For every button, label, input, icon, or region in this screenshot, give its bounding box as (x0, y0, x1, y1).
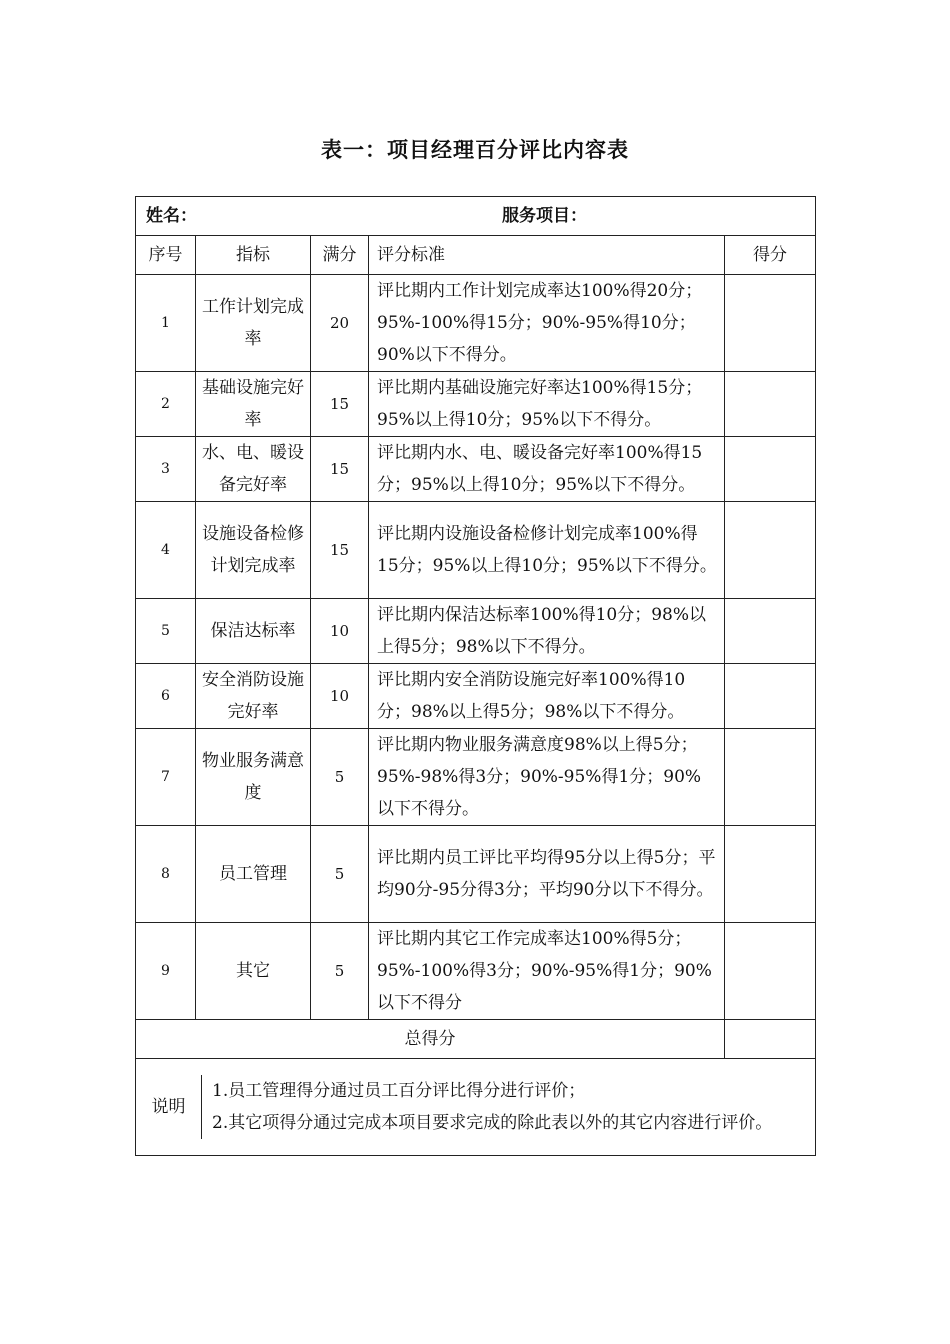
row-full-score: 5 (311, 826, 369, 923)
table-row (136, 599, 816, 664)
row-indicator: 基础设施完好率 (196, 372, 311, 437)
row-indicator: 保洁达标率 (196, 599, 311, 664)
row-score-cell[interactable] (725, 923, 816, 1020)
row-criteria: 评比期内设施设备检修计划完成率100%得15分；95%以上得10分；95%以下不得分。 (369, 502, 725, 599)
name-label: 姓名： (146, 206, 197, 226)
row-score-cell[interactable] (725, 826, 816, 923)
row-index: 6 (136, 664, 196, 729)
row-full-score: 15 (311, 372, 369, 437)
evaluation-table (135, 196, 816, 1156)
row-full-score: 20 (311, 275, 369, 372)
total-score-cell[interactable] (725, 1020, 816, 1059)
row-indicator: 其它 (196, 923, 311, 1020)
row-score-cell[interactable] (725, 372, 816, 437)
row-full-score: 15 (311, 502, 369, 599)
header-criteria: 评分标准 (369, 236, 725, 275)
row-index: 8 (136, 826, 196, 923)
page-title: 表一：项目经理百分评比内容表 (321, 138, 629, 162)
row-full-score: 15 (311, 437, 369, 502)
row-index: 4 (136, 502, 196, 599)
row-criteria: 评比期内安全消防设施完好率100%得10分；98%以上得5分；98%以下不得分。 (369, 664, 725, 729)
row-score-cell[interactable] (725, 275, 816, 372)
row-criteria: 评比期内物业服务满意度98%以上得5分；95%-98%得3分；90%-95%得1分；90%以下不得分。 (369, 729, 725, 826)
table-row (136, 437, 816, 502)
row-index: 3 (136, 437, 196, 502)
row-score-cell[interactable] (725, 664, 816, 729)
note-item: 1.员工管理得分通过员工百分评比得分进行评价； (212, 1081, 586, 1101)
header-index: 序号 (136, 236, 196, 275)
row-indicator: 员工管理 (196, 826, 311, 923)
header-score: 得分 (725, 236, 816, 275)
row-criteria: 评比期内水、电、暖设备完好率100%得15分；95%以上得10分；95%以下不得分。 (369, 437, 725, 502)
total-label: 总得分 (136, 1020, 725, 1059)
row-indicator: 安全消防设施完好率 (196, 664, 311, 729)
service-label: 服务项目： (502, 206, 587, 226)
row-index: 9 (136, 923, 196, 1020)
row-full-score: 5 (311, 729, 369, 826)
table-row (136, 275, 816, 372)
header-full-score: 满分 (311, 236, 369, 275)
table-row (136, 826, 816, 923)
info-row (136, 197, 816, 236)
row-criteria: 评比期内基础设施完好率达100%得15分；95%以上得10分；95%以下不得分。 (369, 372, 725, 437)
row-index: 2 (136, 372, 196, 437)
row-index: 1 (136, 275, 196, 372)
row-criteria: 评比期内工作计划完成率达100%得20分；95%-100%得15分；90%-95%得10分；90%以下不得分。 (369, 275, 725, 372)
row-score-cell[interactable] (725, 437, 816, 502)
table-row (136, 664, 816, 729)
header-row (136, 236, 816, 275)
row-criteria: 评比期内其它工作完成率达100%得5分；95%-100%得3分；90%-95%得1分；90%以下不得分 (369, 923, 725, 1020)
row-indicator: 物业服务满意度 (196, 729, 311, 826)
row-score-cell[interactable] (725, 599, 816, 664)
row-criteria: 评比期内员工评比平均得95分以上得5分；平均90分-95分得3分；平均90分以下不得分。 (369, 826, 725, 923)
row-indicator: 工作计划完成率 (196, 275, 311, 372)
row-full-score: 10 (311, 599, 369, 664)
note-item: 2.其它项得分通过完成本项目要求完成的除此表以外的其它内容进行评价。 (212, 1113, 773, 1133)
row-full-score: 5 (311, 923, 369, 1020)
table-row (136, 502, 816, 599)
table-row (136, 923, 816, 1020)
row-index: 7 (136, 729, 196, 826)
row-score-cell[interactable] (725, 729, 816, 826)
table-row (136, 729, 816, 826)
notes-label: 说明 (136, 1075, 202, 1139)
header-indicator: 指标 (196, 236, 311, 275)
total-row (136, 1020, 816, 1059)
row-indicator: 设施设备检修计划完成率 (196, 502, 311, 599)
row-criteria: 评比期内保洁达标率100%得10分；98%以上得5分；98%以下不得分。 (369, 599, 725, 664)
notes-row (136, 1059, 816, 1156)
row-full-score: 10 (311, 664, 369, 729)
table-row (136, 372, 816, 437)
row-index: 5 (136, 599, 196, 664)
notes-block (136, 1075, 815, 1139)
row-score-cell[interactable] (725, 502, 816, 599)
row-indicator: 水、电、暖设备完好率 (196, 437, 311, 502)
